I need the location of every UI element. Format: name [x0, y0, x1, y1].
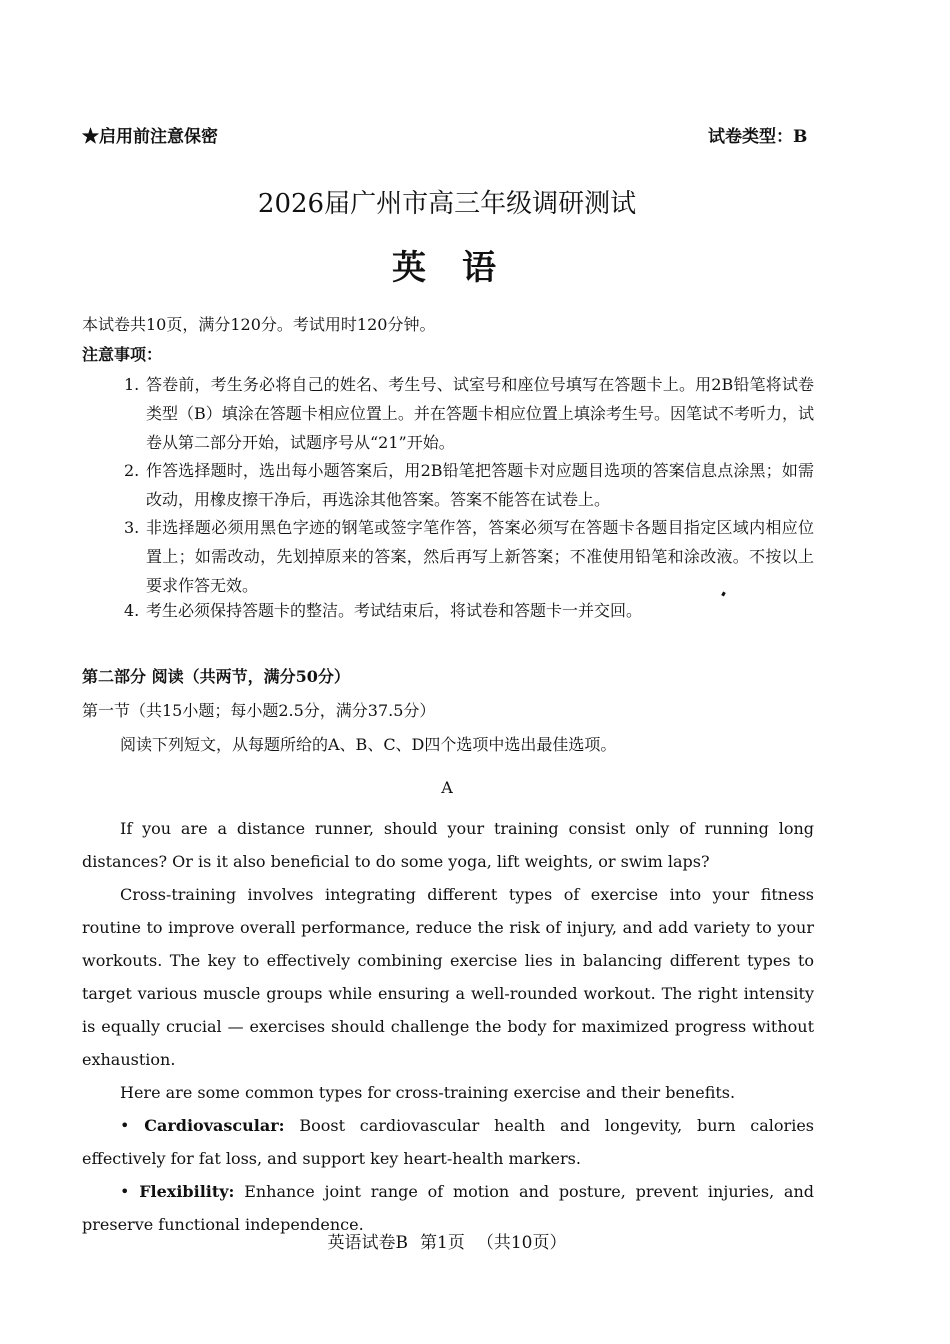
- note-text: 考生必须保持答题卡的整洁。考试结束后，将试卷和答题卡一并交回。: [146, 601, 643, 620]
- note-item-1: [124, 370, 814, 457]
- passage-paragraph-2: Cross-training involves integrating different types of exercise into your fitness routine to improve overall performance, reduce the risk of injury, and add variety to your workouts. The key to effectively combining exercise lies in balancing different types to target various muscle groups while ensuring a well-rounded workout. The right intensity is equally crucial — exercises should challenge the body for maximized progress without exhaustion.: [82, 885, 814, 1069]
- subject-char-1: 英: [392, 248, 432, 288]
- subject-char-2: 语: [462, 248, 502, 288]
- page-footer: [0, 1228, 894, 1253]
- bullet-text: Boost cardiovascular health and longevity, burn calories effectively for fat loss, and support key heart-health markers.: [82, 1116, 814, 1168]
- note-item-2: [124, 456, 814, 514]
- reading-instruction: 阅读下列短文，从每题所给的A、B、C、D四个选项中选出最佳选项。: [120, 735, 617, 754]
- bullet-flexibility: • Flexibility: Enhance joint range of motion and posture, prevent injuries, and preserve functional independence.: [82, 1182, 814, 1234]
- note-number: 3.: [124, 518, 140, 537]
- note-item-3: [124, 513, 814, 600]
- passage-paragraph-3: Here are some common types for cross-training exercise and their benefits.: [120, 1083, 736, 1102]
- exam-title: 2026届广州市高三年级调研测试: [257, 189, 637, 219]
- notes-heading: 注意事项：: [82, 345, 163, 364]
- bullet-cardiovascular: • Cardiovascular: Boost cardiovascular health and longevity, burn calories effectively for fat loss, and support key heart-health markers.: [82, 1116, 814, 1168]
- bullet-term: Cardiovascular:: [144, 1116, 285, 1135]
- note-text: 作答选择题时，选出每小题答案后，用2B铅笔把答题卡对应题目选项的答案信息点涂黑；如需改动，用橡皮擦干净后，再选涂其他答案。答案不能答在试卷上。: [146, 461, 814, 509]
- section-heading: 第一节（共15小题；每小题2.5分，满分37.5分）: [82, 701, 436, 720]
- exam-info: 本试卷共10页，满分120分。考试用时120分钟。: [82, 315, 436, 334]
- confidential-notice: ★启用前注意保密: [82, 127, 218, 147]
- passage-body: [82, 812, 814, 1241]
- bullet-term: Flexibility:: [139, 1182, 235, 1201]
- part-heading: 第二部分 阅读（共两节，满分50分）: [82, 667, 350, 686]
- note-number: 2.: [124, 461, 140, 480]
- note-item-4: [124, 596, 814, 625]
- note-text: 非选择题必须用黑色字迹的钢笔或签字笔作答，答案必须写在答题卡各题目指定区域内相应位置上；如需改动，先划掉原来的答案，然后再写上新答案；不准使用铅笔和涂改液。不按以上要求作答无效。: [146, 518, 814, 595]
- note-number: 1.: [124, 375, 140, 394]
- paper-type-label: 试卷类型：B: [708, 127, 808, 147]
- footer-paper: 英语试卷B: [327, 1233, 409, 1253]
- subject-title: [0, 240, 894, 289]
- note-number: 4.: [124, 601, 140, 620]
- passage-paragraph-1: If you are a distance runner, should your training consist only of running long distances? Or is it also beneficial to do some yoga, lift weights, or swim laps?: [82, 819, 814, 871]
- note-text: 答卷前，考生务必将自己的姓名、考生号、试室号和座位号填写在答题卡上。用2B铅笔将试卷类型（B）填涂在答题卡相应位置上。并在答题卡相应位置上填涂考生号。因笔试不考听力，试卷从第二部分开始，试题序号从“21”开始。: [146, 375, 814, 452]
- passage-letter: A: [441, 778, 453, 797]
- footer-page: 第1页: [420, 1233, 465, 1253]
- footer-total: （共10页）: [476, 1233, 567, 1253]
- bullet-text: Enhance joint range of motion and posture, prevent injuries, and preserve functional independence.: [82, 1182, 814, 1234]
